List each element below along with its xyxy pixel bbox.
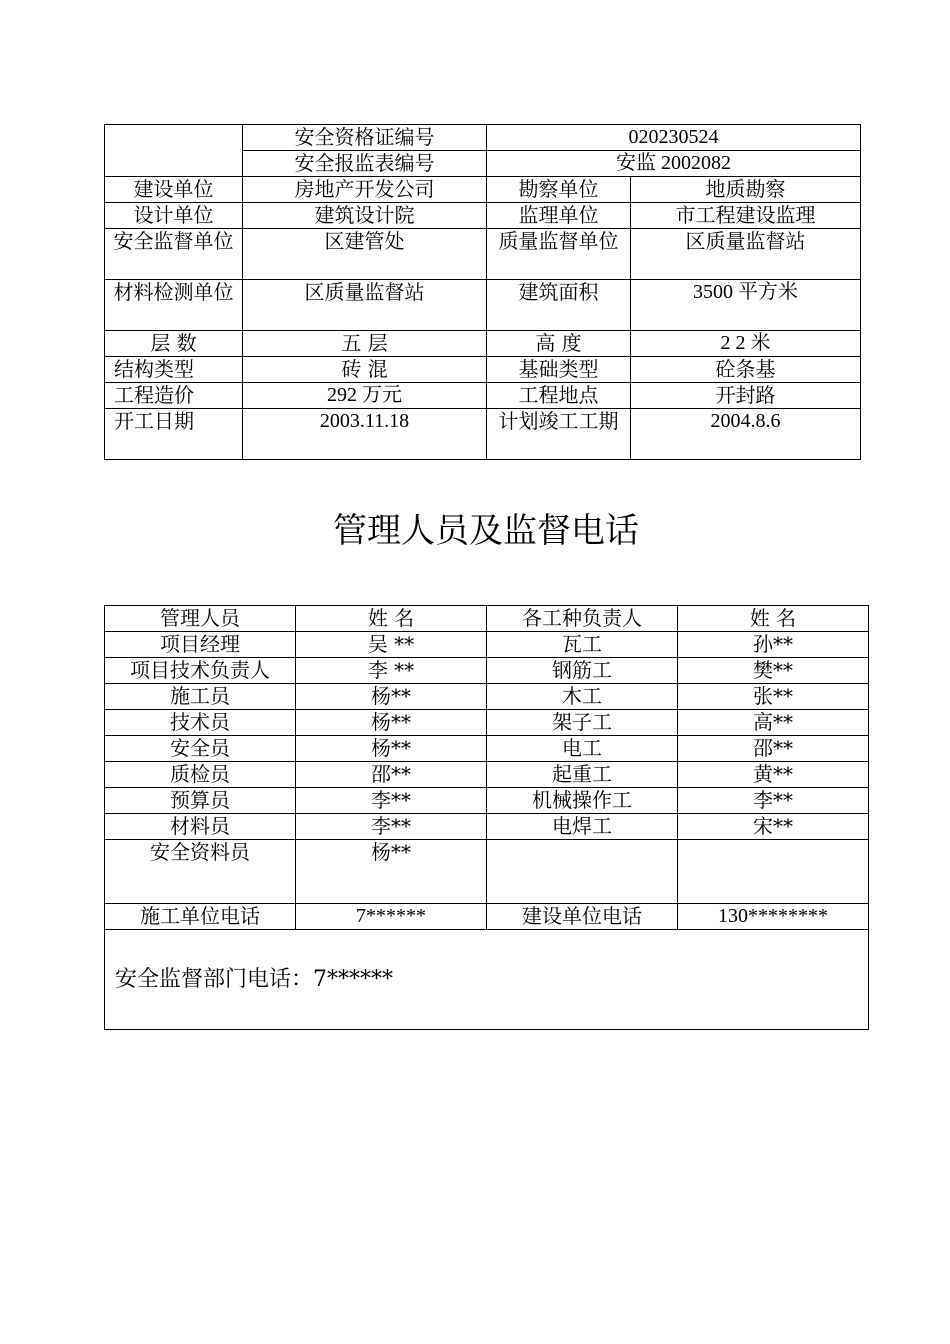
name-cell: 邵** [296, 762, 487, 788]
supervision-phone-row [105, 930, 869, 1030]
table-row [105, 814, 869, 840]
role-cell: 安全员 [105, 736, 296, 762]
role-cell: 技术员 [105, 710, 296, 736]
trade-cell: 机械操作工 [487, 788, 678, 814]
trade-name-cell [678, 840, 869, 904]
trade-name-cell: 黄** [678, 762, 869, 788]
staff-table [104, 605, 869, 1030]
trade-cell: 起重工 [487, 762, 678, 788]
blank-cell [105, 125, 243, 177]
row-label: 结构类型 [105, 357, 243, 383]
trade-cell: 架子工 [487, 710, 678, 736]
construction-phone-label: 施工单位电话 [105, 904, 296, 930]
trade-cell: 钢筋工 [487, 658, 678, 684]
row-value: 砼条基 [631, 357, 861, 383]
row-label: 材料检测单位 [105, 280, 243, 331]
row-label: 计划竣工工期 [487, 409, 631, 460]
role-cell: 施工员 [105, 684, 296, 710]
row-value: 市工程建设监理 [631, 203, 861, 229]
column-header: 各工种负责人 [487, 606, 678, 632]
name-cell: 李 ** [296, 658, 487, 684]
owner-phone-value: 130******** [678, 904, 869, 930]
row-value: 地质勘察 [631, 177, 861, 203]
row-label: 勘察单位 [487, 177, 631, 203]
row-value: 区建管处 [243, 229, 487, 280]
trade-name-cell: 樊** [678, 658, 869, 684]
table-row [105, 177, 861, 203]
row-label: 质量监督单位 [487, 229, 631, 280]
trade-name-cell: 高** [678, 710, 869, 736]
trade-name-cell: 李** [678, 788, 869, 814]
row-label: 监理单位 [487, 203, 631, 229]
cert-value: 020230524 [487, 125, 861, 151]
column-header: 管理人员 [105, 606, 296, 632]
name-cell: 杨** [296, 840, 487, 904]
table-row [105, 736, 869, 762]
row-label: 建设单位 [105, 177, 243, 203]
role-cell: 预算员 [105, 788, 296, 814]
row-value: 区质量监督站 [243, 280, 487, 331]
name-cell: 杨** [296, 710, 487, 736]
report-label: 安全报监表编号 [243, 151, 487, 177]
name-cell: 吴 ** [296, 632, 487, 658]
row-label: 工程地点 [487, 383, 631, 409]
project-info-table [104, 124, 861, 460]
table-row [105, 632, 869, 658]
name-cell: 李** [296, 788, 487, 814]
row-value: 五 层 [243, 331, 487, 357]
name-cell: 杨** [296, 684, 487, 710]
trade-cell: 瓦工 [487, 632, 678, 658]
table-row [105, 840, 869, 904]
row-value: 2004.8.6 [631, 409, 861, 460]
table-row [105, 331, 861, 357]
role-cell: 安全资料员 [105, 840, 296, 904]
row-value: 开封路 [631, 383, 861, 409]
page-title: 管理人员及监督电话 [333, 511, 639, 551]
column-header: 姓 名 [678, 606, 869, 632]
supervision-phone: 安全监督部门电话：7****** [105, 930, 869, 1030]
row-value: 292 万元 [243, 383, 487, 409]
phone-row [105, 904, 869, 930]
table-row [105, 762, 869, 788]
row-label: 基础类型 [487, 357, 631, 383]
construction-phone-value: 7****** [296, 904, 487, 930]
row-value: 建筑设计院 [243, 203, 487, 229]
row-label: 高 度 [487, 331, 631, 357]
table-row [105, 788, 869, 814]
row-value: 砖 混 [243, 357, 487, 383]
row-label: 建筑面积 [487, 280, 631, 331]
table-row [105, 684, 869, 710]
cert-row [105, 125, 861, 151]
trade-cell: 电工 [487, 736, 678, 762]
name-cell: 杨** [296, 736, 487, 762]
trade-cell: 木工 [487, 684, 678, 710]
role-cell: 质检员 [105, 762, 296, 788]
table-row [105, 229, 861, 280]
row-value: 2003.11.18 [243, 409, 487, 460]
row-label: 设计单位 [105, 203, 243, 229]
row-value: 区质量监督站 [631, 229, 861, 280]
table-row [105, 383, 861, 409]
role-cell: 材料员 [105, 814, 296, 840]
name-cell: 李** [296, 814, 487, 840]
trade-name-cell: 孙** [678, 632, 869, 658]
trade-cell: 电焊工 [487, 814, 678, 840]
row-value: 房地产开发公司 [243, 177, 487, 203]
report-value: 安监 2002082 [487, 151, 861, 177]
trade-name-cell: 邵** [678, 736, 869, 762]
trade-name-cell: 张** [678, 684, 869, 710]
table-row [105, 203, 861, 229]
table-row [105, 357, 861, 383]
table-row [105, 280, 861, 331]
row-value: 3500 平方米 [631, 280, 861, 331]
trade-cell [487, 840, 678, 904]
row-label: 工程造价 [105, 383, 243, 409]
table-row [105, 658, 869, 684]
row-label: 开工日期 [105, 409, 243, 460]
table-row [105, 409, 861, 460]
owner-phone-label: 建设单位电话 [487, 904, 678, 930]
role-cell: 项目经理 [105, 632, 296, 658]
row-value: 2 2 米 [631, 331, 861, 357]
row-label: 安全监督单位 [105, 229, 243, 280]
column-header: 姓 名 [296, 606, 487, 632]
table-header-row [105, 606, 869, 632]
table-row [105, 710, 869, 736]
cert-label: 安全资格证编号 [243, 125, 487, 151]
trade-name-cell: 宋** [678, 814, 869, 840]
role-cell: 项目技术负责人 [105, 658, 296, 684]
row-label: 层 数 [105, 331, 243, 357]
